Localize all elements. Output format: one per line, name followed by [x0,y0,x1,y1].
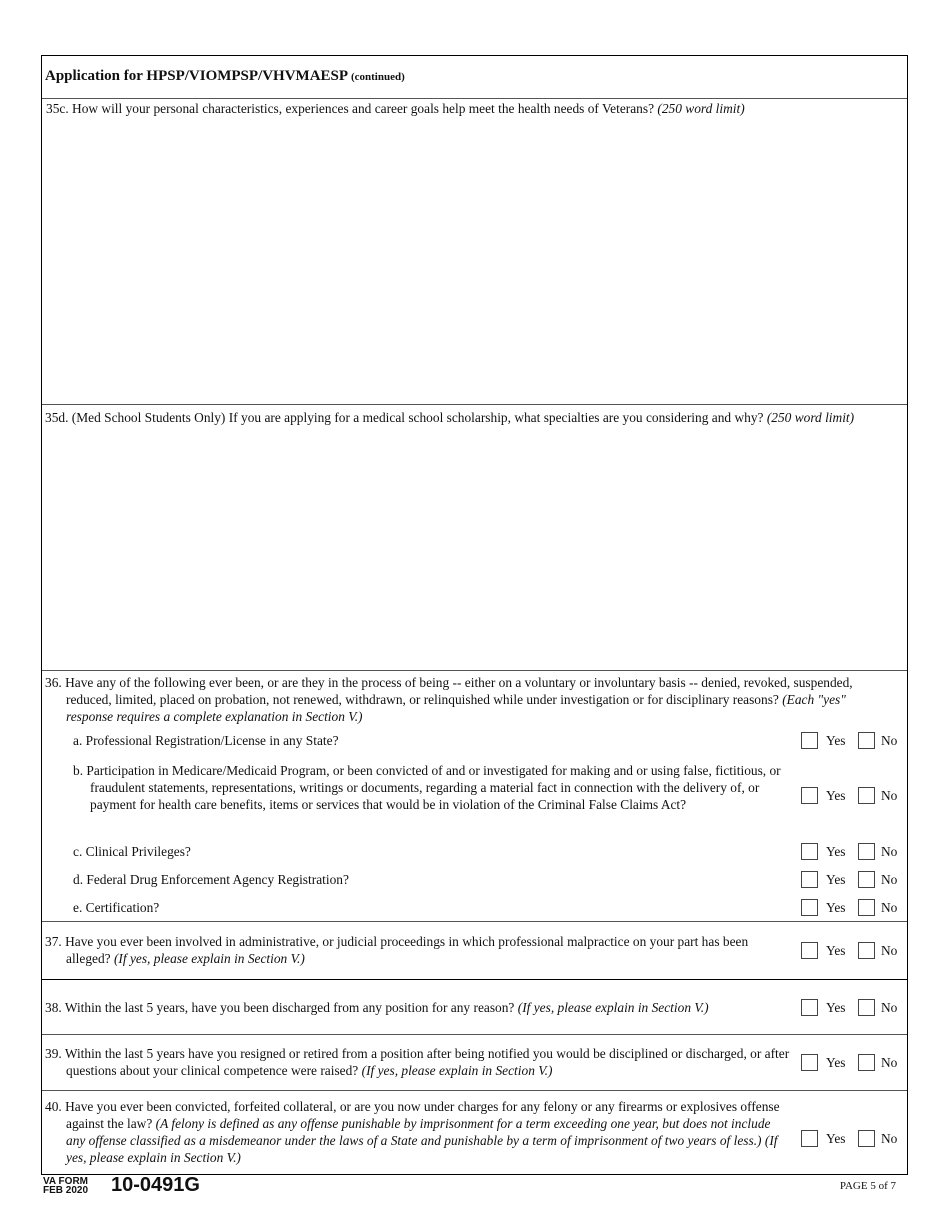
yes-label: Yes [826,999,846,1015]
form-header [42,56,907,99]
form-footer [43,1174,908,1201]
question-36-text [44,674,894,725]
page-number: PAGE 5 of 7 [839,1180,896,1192]
question-36e-no-checkbox[interactable] [858,899,875,916]
question-36a-no-checkbox[interactable] [858,732,875,749]
question-38 [42,980,907,1035]
question-38-yes-checkbox[interactable] [801,999,818,1016]
question-40-yes-checkbox[interactable] [801,1130,818,1147]
question-39-choice [801,1054,906,1071]
question-35d-limit: (250 word limit) [766,410,855,425]
question-35d[interactable] [42,405,907,671]
question-40-no-checkbox[interactable] [858,1130,875,1147]
question-35c-limit: (250 word limit) [657,101,745,116]
va-form-text: VA FORM [43,1176,88,1187]
question-40 [42,1091,907,1176]
question-37-yes-checkbox[interactable] [801,942,818,959]
question-39-body: 39. Within the last 5 years have you resigned or retired from a position after being notified you would be disciplined or discharged, or after questions about your clinical competence were raised? [45,1046,790,1078]
question-38-text [44,999,794,1016]
no-label: No [881,871,898,887]
continued-label: (continued) [350,71,405,83]
question-40-note: (A felony is defined as any offense punishable by imprisonment for a term exceeding one year, but does not include any offense classified as a misdemeanor under the laws of a State and punishable by a term of imprisonment of two years of less.) (If yes, please explain in Section V.) [66,1116,778,1165]
question-39-text [44,1045,798,1079]
question-35d-text: 35d. (Med School Students Only) If you are applying for a medical school scholarship, what specialties are you considering and why? [45,410,764,425]
yes-label: Yes [826,1054,846,1070]
no-label: No [881,942,898,958]
no-label: No [881,787,898,803]
question-36d-no-checkbox[interactable] [858,871,875,888]
question-37-choice [801,942,906,959]
yes-label: Yes [826,732,846,748]
question-36d-text: d. Federal Drug Enforcement Agency Registration? [73,872,349,887]
question-38-choice [801,999,906,1016]
question-35c[interactable] [42,99,907,405]
question-37-text [44,933,794,967]
question-39 [42,1035,907,1091]
question-37-body: 37. Have you ever been involved in administrative, or judicial proceedings in which professional malpractice on your part has been alleged? [45,934,749,966]
form-title: Application for HPSP/VIOMPSP/VHVMAESP [45,68,348,84]
question-36b-choice [801,787,906,804]
question-36 [42,671,907,922]
question-36e-text: e. Certification? [73,900,160,915]
no-label: No [881,999,898,1015]
yes-label: Yes [826,787,846,803]
no-label: No [881,732,898,748]
question-36-body: 36. Have any of the following ever been, or are they in the process of being -- either on a voluntary or involuntary basis -- denied, revoked, suspended, reduced, limited, placed on probation, not renewed, withdrawn, or relinquished while under investigation or for disciplinary reasons? [45,675,853,707]
question-40-body: 40. Have you ever been convicted, forfeited collateral, or are you now under charges for any felony or any firearms or explosives offense against the law? [45,1099,780,1131]
question-36b-text: b. Participation in Medicare/Medicaid Program, or been convicted of and or investigated for making and or using false, fictitious, or fraudulent statements, representations, writings or documents, regarding a material fact in connection with the delivery of, or payment for health care benefits, items or services that would be in violation of the Criminal False Claims Act? [73,763,781,812]
question-40-text [44,1098,792,1166]
question-36d-choice [801,871,906,888]
question-38-note: (If yes, please explain in Section V.) [517,1000,709,1015]
no-label: No [881,899,898,915]
question-36-note: (Each "yes" response requires a complete explanation in Section V.) [66,692,846,724]
question-36c-text: c. Clinical Privileges? [73,844,191,859]
question-39-no-checkbox[interactable] [858,1054,875,1071]
form-frame [41,55,908,1175]
no-label: No [881,843,898,859]
question-36d-yes-checkbox[interactable] [801,871,818,888]
form-date: FEB 2020 [43,1185,89,1196]
no-label: No [881,1130,898,1146]
yes-label: Yes [826,899,846,915]
question-36e-yes-checkbox[interactable] [801,899,818,916]
yes-label: Yes [826,843,846,859]
question-36b-no-checkbox[interactable] [858,787,875,804]
question-39-note: (If yes, please explain in Section V.) [361,1063,553,1078]
yes-label: Yes [826,942,846,958]
question-37 [42,922,907,980]
question-36c-no-checkbox[interactable] [858,843,875,860]
no-label: No [881,1054,898,1070]
question-37-note: (If yes, please explain in Section V.) [113,951,305,966]
question-38-no-checkbox[interactable] [858,999,875,1016]
question-36c-yes-checkbox[interactable] [801,843,818,860]
question-39-yes-checkbox[interactable] [801,1054,818,1071]
question-38-body: 38. Within the last 5 years, have you been discharged from any position for any reason? [45,1000,515,1015]
va-form-label [43,1177,88,1195]
question-36c-choice [801,843,906,860]
question-35c-text: 35c. How will your personal characteristics, experiences and career goals help meet the health needs of Veterans? [46,101,655,116]
question-36a-yes-checkbox[interactable] [801,732,818,749]
question-37-no-checkbox[interactable] [858,942,875,959]
question-40-choice [801,1130,906,1147]
form-number: 10-0491G [111,1174,200,1196]
question-36b-yes-checkbox[interactable] [801,787,818,804]
question-36a-choice [801,732,906,749]
question-36e-choice [801,899,906,916]
yes-label: Yes [826,1130,846,1146]
question-36a-text: a. Professional Registration/License in any State? [73,733,339,748]
yes-label: Yes [826,871,846,887]
